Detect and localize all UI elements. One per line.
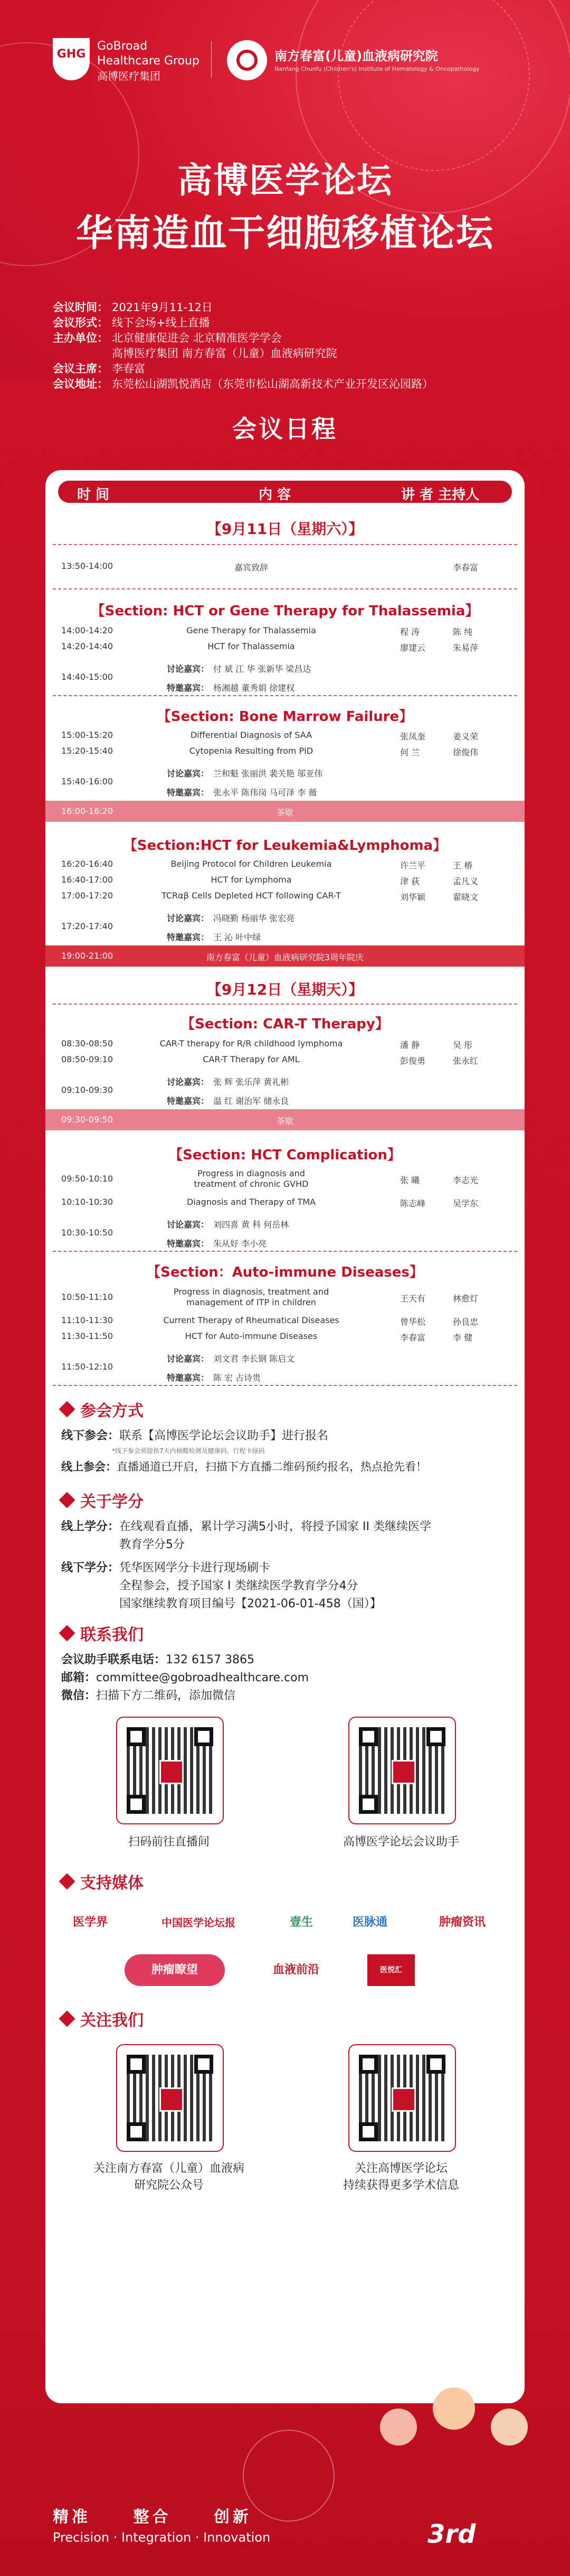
row-topic: TCRαβ Cells Depleted HCT following CAR-T [161,891,341,901]
row-topic: 嘉宾致辞 [234,563,268,573]
online-label: 线上参会： [61,1460,117,1473]
row-time: 08:50-09:10 [61,1054,113,1064]
qr-corner [194,2055,213,2074]
row-time: 16:00-16:20 [61,806,113,816]
wechat-label: 微信： [61,1689,97,1702]
diamond-icon [59,1625,75,1641]
row-chair: 林愈灯 [453,1294,479,1304]
qr-caption-line: 持续获得更多学术信息 [343,2179,459,2192]
break-bar [45,1109,525,1130]
discussion-label: 讨论嘉宾： [167,913,210,923]
info-key: 会议时间： [53,301,108,314]
section-title-text: 关于学分 [80,1493,144,1511]
row-chair: 孙良忠 [453,1317,479,1327]
hospital-name: 南方春富(儿童)血液病研究院 [274,49,438,63]
logo-divider [211,41,212,78]
info-value: 北京健康促进会 北京精准医学学会 [112,332,282,344]
section-header: 【Section: CAR-T Therapy】 [181,1016,389,1032]
institute-qr-code[interactable] [116,2044,224,2152]
qr-corner [127,2055,146,2074]
forum-title: 高博医学论坛 [177,160,393,201]
info-key: 会议主席： [53,362,108,375]
info-value: 李春富 [112,362,145,375]
credits-text: 在线观看直播，累计学习满5小时，将授予国家 II 类继续医学 [119,1520,431,1533]
row-topic: Gene Therapy for Thalassemia [186,625,316,635]
section-header: 【Section: HCT or Gene Therapy for Thalassemia】 [91,603,479,619]
discussion-label: 讨论嘉宾： [167,1077,210,1087]
section-header: 【Section: HCT Complication】 [169,1147,401,1163]
qr-logo [159,1760,184,1784]
discussion-names: 刘文君 李长钢 陈启文 [213,1354,295,1364]
qr-corner [127,2122,146,2141]
info-value: 2021年9月11-12日 [112,301,213,314]
qr-corner [127,1727,146,1746]
live-qr-code[interactable] [116,1717,224,1824]
credits-line [61,1518,431,1536]
qr-corner [426,2055,445,2074]
content-card [45,470,525,2403]
contact-mail [61,1669,309,1687]
credits-text: 凭华医网学分卡进行现场刷卡 [119,1561,271,1575]
qr-corner [127,1795,146,1814]
row-time: 17:00-17:20 [61,891,113,901]
qr-corner [426,1727,445,1746]
row-speaker: 津 荻 [400,876,420,886]
ghg-name-en1: GoBroad [97,40,148,53]
row-topic: Current Therapy of Rheumatical Diseases [163,1315,339,1325]
schedule-title: 会议日程 [232,415,338,443]
row-topic: 南方春富（儿童）血液病研究院3周年院庆 [206,952,364,962]
logo-row [53,35,517,93]
divider [53,1385,517,1386]
guest-names: 陈 宏 占诗贵 [213,1373,261,1383]
divider [53,588,517,589]
row-chair: 李春富 [453,563,479,573]
divider [53,695,517,696]
day-header: 【9月11日（星期六）】 [206,520,364,538]
col-time: 时 间 [77,487,110,503]
divider [53,1004,517,1005]
row-time: 08:30-08:50 [61,1038,113,1048]
hospital-subtitle: Nanfang Chunfu (Children's) Institute of Hematology & Oncopathology [274,65,480,72]
row-speaker: 廖建云 [400,643,426,653]
info-line [53,315,433,331]
info-value: 东莞松山湖凯悦酒店（东莞市松山湖高新技术产业开发区沁园路） [112,378,433,390]
discussion-label: 讨论嘉宾： [167,664,210,674]
row-topic: Differential Diagnosis of SAA [190,730,312,740]
row-time: 19:00-21:00 [61,951,113,961]
guest-names: 张永平 陈伟岗 马可泽 李 薇 [213,788,317,798]
row-time: 14:40-15:00 [61,672,113,682]
slogan-word: 创新 [213,2508,252,2526]
row-chair: 李 健 [453,1333,473,1343]
discussion-label: 讨论嘉宾： [167,1354,210,1364]
anniversary-bar [45,945,525,967]
credits-title [61,1488,144,1512]
online-credits-label: 线上学分： [61,1520,120,1533]
qr-logo [392,1760,416,1784]
section-header: 【Section:HCT for Leukemia&Lymphoma】 [123,838,447,854]
wechat-value: 扫描下方二维码，添加微信 [96,1689,236,1702]
credits-text: 教育学分5分 [119,1538,185,1551]
gf-emblem [243,2430,335,2522]
footer-slogan [53,2504,252,2527]
media-logo-yisheng: 壹生 [289,1916,313,1929]
info-key: 会议形式： [53,316,108,329]
online-credits [61,1518,431,1554]
hospital-logo-icon [227,40,267,80]
section-header: 【Section：Auto-immune Diseases】 [147,1264,423,1280]
row-time: 15:00-15:20 [61,730,113,740]
divider [53,544,517,545]
row-chair: 徐俊伟 [453,747,479,757]
discussion-names: 付 斌 江 华 张新华 梁昌达 [213,664,311,674]
qr-caption [74,2160,264,2194]
mail-label: 邮箱： [61,1671,97,1684]
section-title-text: 参会方式 [80,1402,144,1420]
media-logo-yimaitong: 医脉通 [352,1916,387,1929]
footer-slogan-en: Precision · Integration · Innovation [53,2530,271,2545]
row-speaker: 刘华颖 [400,892,426,902]
discussion-names: 兰和魁 张丽洪 裴关艳 邬亚伟 [213,769,323,779]
offline-text: 联系【高博医学论坛会议助手】进行报名 [119,1429,329,1442]
discussion-names: 张 辉 张乐萍 黄礼彬 [213,1077,289,1087]
qr-caption-line: 研究院公众号 [134,2179,204,2192]
row-chair: 朱易萍 [453,643,479,653]
divider [53,1251,517,1252]
row-topic: 茶歇 [276,808,293,818]
info-line [53,377,433,392]
info-line [53,346,433,361]
forum-qr-code[interactable] [348,2044,456,2152]
day-header: 【9月12日（星期天）】 [206,981,364,998]
row-time: 15:20-15:40 [61,746,113,756]
row-speaker: 许兰平 [400,860,426,870]
row-time: 16:20-16:40 [61,859,113,869]
row-chair: 张永红 [453,1056,479,1066]
info-value: 线下会场+线上直播 [112,316,210,329]
info-line [53,361,433,377]
row-speaker: 李春富 [400,1333,426,1343]
follow-title [61,2007,144,2030]
media-title [61,1870,144,1893]
media-logo-cmt: 中国医学论坛报 [162,1916,235,1929]
qr-corner [359,2122,378,2141]
qr-corner [359,1795,378,1814]
row-topic: HCT for Thalassemia [207,641,295,651]
section-title-text: 支持媒体 [80,1874,144,1893]
row-time: 09:30-09:50 [61,1114,113,1125]
row-speaker: 何 兰 [400,747,420,757]
third-anniversary-badge: 3rd [428,2519,476,2549]
assistant-qr-code[interactable] [348,1717,456,1824]
row-time: 17:20-17:40 [61,921,113,931]
row-time: 09:10-09:30 [61,1085,113,1095]
row-chair: 姜义荣 [453,732,479,742]
row-topic: CAR-T Therapy for AML [203,1054,300,1064]
info-key: 主办单位： [53,332,108,344]
media-logo-yixuejie: 医学界 [72,1916,108,1929]
qr-logo [159,2087,184,2112]
meeting-info [53,300,433,392]
row-time: 15:40-16:00 [61,776,113,786]
media-logo-zhongliu: 肿瘤资讯 [439,1916,486,1929]
contact-phone [61,1651,309,1669]
row-topic: HCT for Lymphoma [211,875,292,885]
break-bar [45,801,525,822]
ghg-name [97,39,200,83]
guest-label: 特邀嘉宾： [167,932,210,942]
diamond-icon [59,2010,75,2027]
child-figure [433,2387,475,2430]
qr-corner [359,1727,378,1746]
online-text: 直播通道已开启，扫描下方直播二维码预约报名，热点抢先看！ [117,1460,427,1473]
qr-corner [359,2055,378,2074]
info-value: 高博医疗集团 南方春富（儿童）血液病研究院 [112,347,337,360]
guest-label: 特邀嘉宾： [167,1096,210,1106]
media-logo-liaowang: 肿瘤瞭望 [125,1954,225,1986]
ghg-name-cn: 高博医疗集团 [97,70,160,82]
row-time: 10:50-11:10 [61,1292,113,1302]
qr-caption-line: 关注高博医学论坛 [354,2162,448,2175]
credits-text: 国家继续教育项目编号【2021-06-01-458（国）】 [119,1597,382,1610]
row-time: 11:30-11:50 [61,1331,113,1341]
row-time: 14:00-14:20 [61,625,113,635]
contact-wechat [61,1687,309,1705]
discussion-names: 冯晓勤 杨丽华 张宏亮 [213,913,295,923]
phone-label: 会议助手联系电话： [61,1653,166,1666]
diamond-icon [59,1873,75,1889]
guest-label: 特邀嘉宾： [167,1239,210,1249]
guest-names: 温 红 谢治军 储永良 [213,1096,289,1106]
participation-title [61,1398,144,1421]
media-logo-yiyuehui: 医悦汇 [367,1954,415,1986]
row-time: 11:50-12:10 [61,1362,113,1372]
section-title-text: 关注我们 [80,2011,144,2030]
info-line [53,331,433,346]
row-speaker: 张凤奎 [400,732,426,742]
row-topic: CAR-T therapy for R/R childhood lymphoma [159,1038,343,1048]
row-chair: 吴学东 [453,1198,479,1209]
table-header [58,481,512,503]
discussion-label: 讨论嘉宾： [167,1220,210,1230]
credits-line [61,1559,382,1577]
qr-logo [392,2087,416,2112]
row-topic: HCT for Auto-immune Diseases [185,1331,318,1341]
qr-caption-line: 关注南方春富（儿童）血液病 [93,2162,244,2175]
media-logo-xueye: 血液前沿 [272,1963,319,1977]
qr-caption: 高博医学论坛会议助手 [343,1835,459,1849]
info-key: 会议地址： [53,378,108,390]
qr-caption: 扫码前往直播间 [128,1835,210,1849]
offline-participation [61,1427,328,1445]
row-chair: 翟晓文 [453,892,479,902]
row-time: 16:40-17:00 [61,875,113,885]
row-speaker: 彭俊勇 [400,1056,426,1066]
row-chair: 吴 彤 [453,1040,473,1050]
guest-label: 特邀嘉宾： [167,1373,210,1383]
col-speaker: 讲 者 主持人 [401,487,480,503]
slogan-word: 精准 [53,2508,91,2526]
section-header: 【Section: Bone Marrow Failure】 [157,709,413,725]
row-chair: 陈 纯 [453,627,473,637]
row-speaker: 王天有 [400,1294,426,1304]
row-speaker: 张 曦 [400,1175,420,1185]
diamond-icon [59,1492,75,1508]
row-time: 14:20-14:40 [61,641,113,651]
guest-names: 杨湘越 董秀娟 徐建权 [213,683,295,693]
row-chair: 李志光 [453,1175,479,1185]
phone-value[interactable]: 132 6157 3865 [166,1653,254,1666]
row-time: 09:50-10:10 [61,1174,113,1184]
row-speaker: 陈志峰 [400,1198,426,1209]
col-content: 内 容 [259,487,291,503]
discussion-names: 刘四喜 黄 科 何岳林 [213,1220,289,1230]
row-speaker: 潘 静 [400,1040,420,1050]
row-speaker: 曾华松 [400,1317,426,1327]
row-speaker: 程 涛 [400,627,420,637]
row-topic: 茶歇 [276,1116,293,1126]
offline-label: 线下参会： [61,1429,120,1442]
row-time: 10:10-10:30 [61,1197,113,1207]
online-participation [61,1458,427,1476]
offline-credits [61,1559,382,1613]
section-title-text: 联系我们 [80,1626,144,1644]
child-figure [491,2409,528,2446]
mail-value[interactable]: committee@gobroadhealthcare.com [96,1671,309,1684]
offline-note: *线下参会须提供7天内核酸检测及健康码、行程卡绿码 [112,1447,265,1455]
guest-label: 特邀嘉宾： [167,788,210,798]
qr-corner [194,1727,213,1746]
ghg-name-en2: Healthcare Group [97,54,200,68]
guest-names: 朱从好 李小亮 [213,1239,267,1249]
qr-caption [311,2160,491,2194]
row-topic: Progress in diagnosis, treatment and management of ITP in children [173,1287,329,1307]
discussion-label: 讨论嘉宾： [167,769,210,779]
row-topic: Progress in diagnosis and treatment of chronic GVHD [194,1168,309,1189]
info-line [53,300,433,315]
contact-title [61,1622,144,1645]
row-chair: 孟凡义 [453,876,479,886]
credits-text: 全程参会，授予国家 I 类继续医学教育学分4分 [119,1579,358,1593]
row-chair: 王 椿 [453,860,473,870]
child-figure [380,2409,417,2446]
row-time: 13:50-14:00 [61,561,113,571]
row-topic: Diagnosis and Therapy of TMA [187,1197,316,1207]
guest-label: 特邀嘉宾： [167,683,210,693]
slogan-word: 整合 [133,2508,172,2526]
row-topic: Beijing Protocol for Children Leukemia [170,859,332,869]
contact-info [61,1651,309,1705]
diamond-icon [59,1401,75,1417]
row-topic: Cytopenia Resulting from PID [189,746,314,756]
row-time: 10:30-10:50 [61,1228,113,1238]
guest-names: 王 沁 叶中绿 [213,932,261,942]
offline-credits-label: 线下学分： [61,1561,120,1575]
ghg-logo: GHG [53,38,90,80]
row-time: 11:10-11:30 [61,1315,113,1325]
forum-subtitle: 华南造血干细胞移植论坛 [76,211,494,255]
